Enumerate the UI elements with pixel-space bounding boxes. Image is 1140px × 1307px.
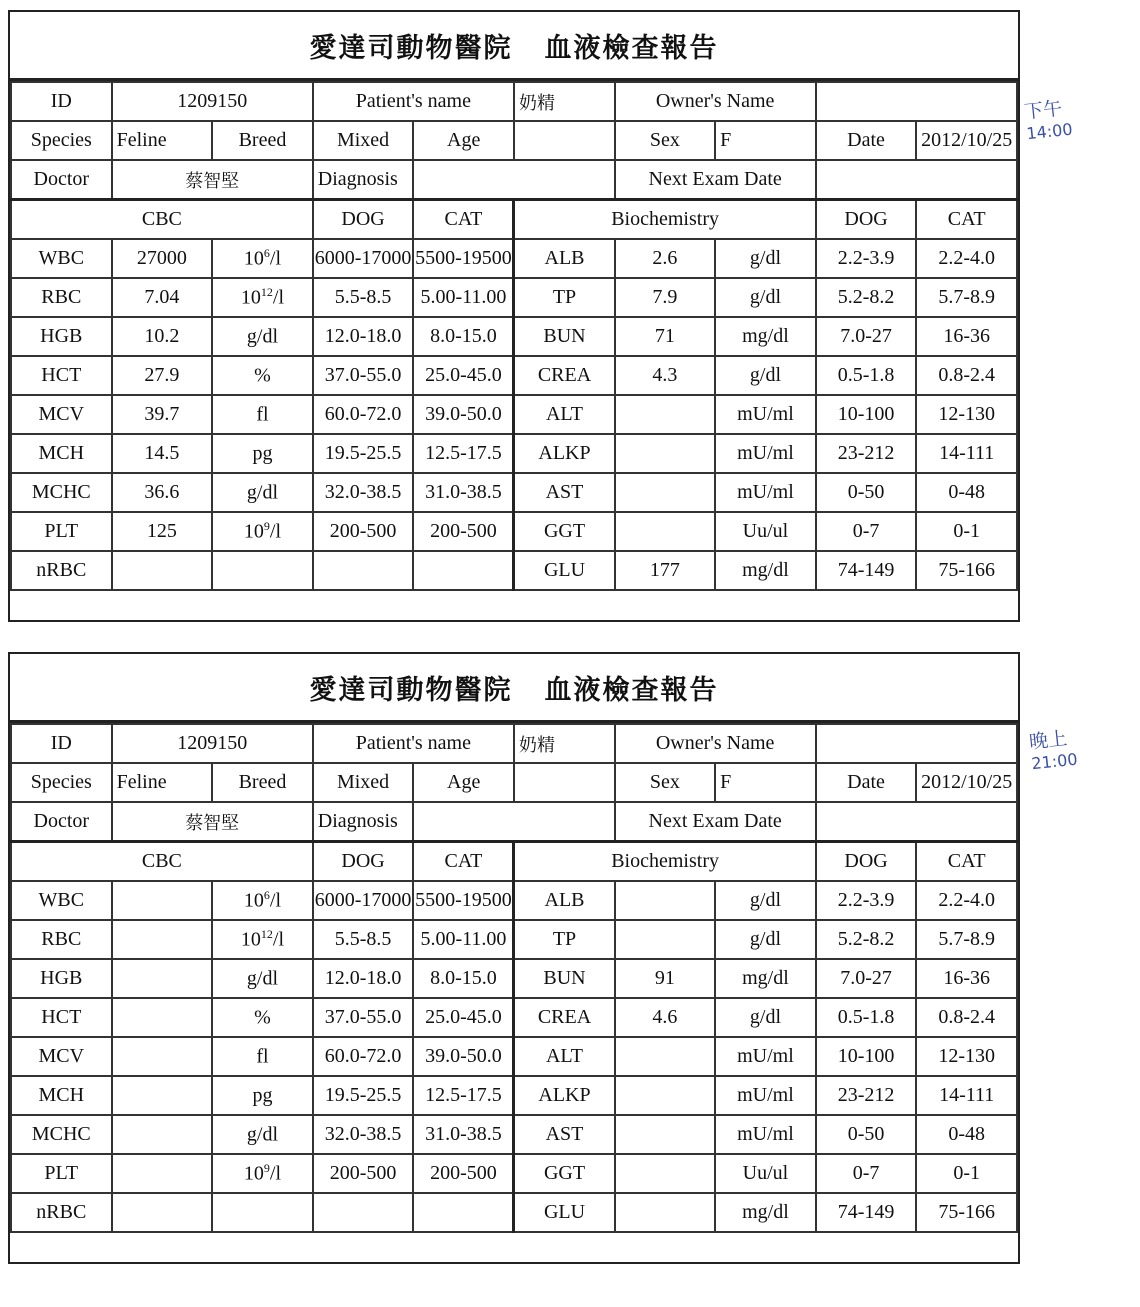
biochem-test-name: ALKP (514, 434, 615, 473)
cbc-result-value: 36.6 (112, 473, 213, 512)
date-value: 2012/10/25 (916, 121, 1017, 160)
biochem-dog-range: 23-212 (816, 1076, 917, 1115)
biochem-dog-range: 0-50 (816, 473, 917, 512)
cbc-cat-range: 39.0-50.0 (413, 395, 514, 434)
unit-base: 10 (243, 247, 264, 270)
cbc-result-value (112, 1154, 213, 1193)
biochem-unit: Uu/ul (715, 1154, 816, 1193)
blood-test-report-1 (8, 10, 1020, 622)
unit-base: fl (256, 403, 269, 426)
date-value: 2012/10/25 (916, 763, 1017, 802)
species-label: Species (11, 121, 112, 160)
result-row (11, 920, 1017, 959)
biochem-dog-range: 0-7 (816, 1154, 917, 1193)
biochem-test-name: ALT (514, 1037, 615, 1076)
cbc-result-value (112, 959, 213, 998)
biochem-dog-range: 10-100 (816, 395, 917, 434)
biochem-cat-range: 75-166 (916, 1193, 1017, 1232)
sex-value: F (715, 121, 816, 160)
biochem-test-name: ALKP (514, 1076, 615, 1115)
cbc-unit (212, 551, 313, 590)
biochem-unit: mg/dl (715, 959, 816, 998)
cbc-dog-range: 200-500 (313, 1154, 414, 1193)
cbc-unit (212, 1193, 313, 1232)
owner-name-label: Owner's Name (615, 82, 816, 121)
biochem-test-name: TP (514, 278, 615, 317)
biochem-test-name: ALB (514, 239, 615, 278)
biochem-unit: g/dl (715, 356, 816, 395)
sex-label: Sex (615, 763, 716, 802)
biochem-dog-range: 2.2-3.9 (816, 881, 917, 920)
breed-value: Mixed (313, 763, 414, 802)
dog-header: DOG (313, 200, 414, 240)
unit-suffix: /l (269, 889, 282, 912)
cbc-cat-range: 5500-19500 (413, 239, 514, 278)
result-row (11, 473, 1017, 512)
biochem-unit: mU/ml (715, 1037, 816, 1076)
biochem-cat-range: 12-130 (916, 395, 1017, 434)
cbc-cat-range (413, 1193, 514, 1232)
id-label: ID (11, 82, 112, 121)
biochem-cat-range: 16-36 (916, 959, 1017, 998)
biochem-result-value: 2.6 (615, 239, 716, 278)
biochem-test-name: AST (514, 1115, 615, 1154)
cbc-cat-range: 25.0-45.0 (413, 356, 514, 395)
patient-name-value: 奶精 (514, 82, 615, 121)
biochem-dog-range: 5.2-8.2 (816, 920, 917, 959)
biochem-unit: g/dl (715, 920, 816, 959)
cbc-cat-range: 200-500 (413, 1154, 514, 1193)
cbc-test-name: WBC (11, 239, 112, 278)
doctor-label: Doctor (11, 802, 112, 842)
biochem-result-value: 4.6 (615, 998, 716, 1037)
biochem-unit: mg/dl (715, 317, 816, 356)
unit-suffix: /l (272, 928, 285, 951)
unit-base: pg (252, 442, 273, 465)
report-name: 血液檢查報告 (544, 32, 719, 64)
biochem-result-value: 91 (615, 959, 716, 998)
biochem-unit: g/dl (715, 881, 816, 920)
biochem-dog-range: 0.5-1.8 (816, 356, 917, 395)
cbc-test-name: RBC (11, 920, 112, 959)
biochem-unit: g/dl (715, 278, 816, 317)
unit-exponent: 9 (263, 519, 270, 534)
species-label: Species (11, 763, 112, 802)
dog-header: DOG (816, 200, 917, 240)
biochem-dog-range: 74-149 (816, 1193, 917, 1232)
unit-base: % (254, 364, 271, 387)
next-exam-value (816, 802, 1017, 842)
doctor-label: Doctor (11, 160, 112, 200)
biochem-dog-range: 2.2-3.9 (816, 239, 917, 278)
patient-info-table (10, 81, 1018, 591)
handwritten-note-1 (1023, 93, 1074, 144)
biochem-unit: g/dl (715, 998, 816, 1037)
unit-suffix: /l (269, 247, 282, 270)
cbc-unit (212, 434, 313, 473)
cbc-result-value (112, 881, 213, 920)
biochem-unit: mU/ml (715, 1076, 816, 1115)
diagnosis-label: Diagnosis (313, 802, 414, 842)
cbc-unit (212, 1037, 313, 1076)
cbc-test-name: WBC (11, 881, 112, 920)
biochem-cat-range: 0-48 (916, 473, 1017, 512)
cbc-unit (212, 1076, 313, 1115)
cbc-result-value (112, 920, 213, 959)
cbc-dog-range: 6000-17000 (313, 881, 414, 920)
biochem-cat-range: 5.7-8.9 (916, 920, 1017, 959)
biochem-unit: mU/ml (715, 395, 816, 434)
dog-header: DOG (313, 842, 414, 882)
cbc-unit (212, 959, 313, 998)
cbc-test-name: HCT (11, 356, 112, 395)
species-value: Feline (112, 121, 213, 160)
unit-base: % (254, 1006, 271, 1029)
cbc-dog-range (313, 551, 414, 590)
id-value: 1209150 (112, 82, 313, 121)
cbc-unit (212, 920, 313, 959)
biochem-test-name: GLU (514, 551, 615, 590)
result-row (11, 551, 1017, 590)
id-label: ID (11, 724, 112, 763)
cbc-result-value (112, 1115, 213, 1154)
owner-name-value (816, 82, 1017, 121)
biochem-cat-range: 14-111 (916, 1076, 1017, 1115)
cbc-dog-range: 19.5-25.5 (313, 434, 414, 473)
cbc-cat-range: 31.0-38.5 (413, 1115, 514, 1154)
biochem-result-value: 71 (615, 317, 716, 356)
cbc-dog-range: 32.0-38.5 (313, 473, 414, 512)
cbc-test-name: HGB (11, 959, 112, 998)
cbc-result-value: 39.7 (112, 395, 213, 434)
next-exam-value (816, 160, 1017, 200)
result-row (11, 1115, 1017, 1154)
unit-base: g/dl (246, 967, 279, 990)
cbc-test-name: MCH (11, 434, 112, 473)
biochem-cat-range: 0.8-2.4 (916, 998, 1017, 1037)
biochem-test-name: BUN (514, 959, 615, 998)
result-row (11, 1037, 1017, 1076)
cbc-unit (212, 1115, 313, 1154)
cbc-result-value (112, 1037, 213, 1076)
biochem-cat-range: 0.8-2.4 (916, 356, 1017, 395)
cbc-dog-range: 5.5-8.5 (313, 920, 414, 959)
cbc-test-name: MCH (11, 1076, 112, 1115)
biochem-result-value (615, 1037, 716, 1076)
note-time-of-day: 下午 (1023, 97, 1064, 124)
biochem-test-name: GGT (514, 512, 615, 551)
cbc-test-name: MCV (11, 1037, 112, 1076)
cbc-cat-range: 5.00-11.00 (413, 278, 514, 317)
cbc-dog-range: 6000-17000 (313, 239, 414, 278)
cbc-result-value (112, 1193, 213, 1232)
biochem-dog-range: 23-212 (816, 434, 917, 473)
cbc-dog-range: 60.0-72.0 (313, 395, 414, 434)
biochem-test-name: AST (514, 473, 615, 512)
unit-suffix: /l (269, 1162, 282, 1185)
cbc-unit (212, 881, 313, 920)
date-label: Date (816, 121, 917, 160)
biochem-unit: Uu/ul (715, 512, 816, 551)
cbc-test-name: nRBC (11, 551, 112, 590)
cbc-dog-range: 37.0-55.0 (313, 998, 414, 1037)
result-row (11, 998, 1017, 1037)
biochem-result-value: 4.3 (615, 356, 716, 395)
report-title (10, 12, 1018, 81)
result-row (11, 317, 1017, 356)
cbc-test-name: HGB (11, 317, 112, 356)
biochem-dog-range: 74-149 (816, 551, 917, 590)
biochem-result-value (615, 1115, 716, 1154)
cbc-result-value: 27.9 (112, 356, 213, 395)
patient-name-value: 奶精 (514, 724, 615, 763)
result-row (11, 1154, 1017, 1193)
cbc-test-name: MCHC (11, 1115, 112, 1154)
result-row (11, 356, 1017, 395)
patient-name-label: Patient's name (313, 724, 514, 763)
cbc-result-value (112, 551, 213, 590)
biochem-unit: mU/ml (715, 1115, 816, 1154)
cbc-cat-range (413, 551, 514, 590)
biochemistry-header: Biochemistry (514, 842, 816, 882)
cbc-test-name: MCV (11, 395, 112, 434)
note-time: 14:00 (1025, 119, 1074, 144)
report-name: 血液檢查報告 (544, 674, 719, 706)
cbc-unit (212, 278, 313, 317)
note-time-of-day: 晚上 (1028, 727, 1069, 754)
unit-base: 10 (243, 1162, 264, 1185)
note-time: 21:00 (1030, 749, 1079, 774)
diagnosis-value (413, 802, 614, 842)
patient-info-table (10, 723, 1018, 1233)
hospital-name: 愛達司動物醫院 (309, 32, 513, 64)
handwritten-note-2 (1028, 723, 1079, 774)
result-row (11, 395, 1017, 434)
biochem-dog-range: 0-50 (816, 1115, 917, 1154)
unit-exponent: 6 (263, 888, 270, 903)
biochem-result-value (615, 881, 716, 920)
unit-base: g/dl (246, 481, 279, 504)
cbc-unit (212, 998, 313, 1037)
biochem-test-name: BUN (514, 317, 615, 356)
biochem-dog-range: 7.0-27 (816, 317, 917, 356)
breed-label: Breed (212, 763, 313, 802)
cbc-cat-range: 200-500 (413, 512, 514, 551)
biochem-cat-range: 12-130 (916, 1037, 1017, 1076)
unit-base: 10 (240, 286, 261, 309)
unit-exponent: 12 (260, 285, 273, 300)
biochemistry-header: Biochemistry (514, 200, 816, 240)
cbc-dog-range: 19.5-25.5 (313, 1076, 414, 1115)
biochem-result-value: 7.9 (615, 278, 716, 317)
biochem-test-name: CREA (514, 998, 615, 1037)
biochem-dog-range: 7.0-27 (816, 959, 917, 998)
date-label: Date (816, 763, 917, 802)
unit-exponent: 6 (263, 246, 270, 261)
cbc-result-value: 14.5 (112, 434, 213, 473)
biochem-cat-range: 2.2-4.0 (916, 881, 1017, 920)
biochem-dog-range: 5.2-8.2 (816, 278, 917, 317)
id-value: 1209150 (112, 724, 313, 763)
biochem-cat-range: 5.7-8.9 (916, 278, 1017, 317)
cbc-dog-range: 200-500 (313, 512, 414, 551)
biochem-result-value (615, 1154, 716, 1193)
result-row (11, 239, 1017, 278)
cbc-dog-range: 32.0-38.5 (313, 1115, 414, 1154)
cbc-unit (212, 239, 313, 278)
biochem-unit: mg/dl (715, 551, 816, 590)
cbc-cat-range: 5500-19500 (413, 881, 514, 920)
age-label: Age (413, 763, 514, 802)
cbc-result-value (112, 1076, 213, 1115)
cat-header: CAT (916, 842, 1017, 882)
result-row (11, 278, 1017, 317)
next-exam-label: Next Exam Date (615, 802, 816, 842)
cbc-result-value: 7.04 (112, 278, 213, 317)
report-title (10, 654, 1018, 723)
cbc-test-name: PLT (11, 512, 112, 551)
result-row (11, 512, 1017, 551)
cbc-cat-range: 31.0-38.5 (413, 473, 514, 512)
cbc-result-value: 125 (112, 512, 213, 551)
biochem-result-value (615, 1076, 716, 1115)
result-row (11, 881, 1017, 920)
cbc-unit (212, 395, 313, 434)
cbc-unit (212, 317, 313, 356)
unit-base: g/dl (246, 1123, 279, 1146)
biochem-cat-range: 14-111 (916, 434, 1017, 473)
cbc-test-name: PLT (11, 1154, 112, 1193)
cbc-cat-range: 25.0-45.0 (413, 998, 514, 1037)
biochem-unit: mg/dl (715, 1193, 816, 1232)
cbc-cat-range: 5.00-11.00 (413, 920, 514, 959)
owner-name-label: Owner's Name (615, 724, 816, 763)
hospital-name: 愛達司動物醫院 (309, 674, 513, 706)
biochem-test-name: ALT (514, 395, 615, 434)
breed-label: Breed (212, 121, 313, 160)
unit-base: g/dl (246, 325, 279, 348)
cat-header: CAT (413, 200, 514, 240)
cbc-dog-range: 37.0-55.0 (313, 356, 414, 395)
cbc-dog-range: 60.0-72.0 (313, 1037, 414, 1076)
biochem-result-value (615, 473, 716, 512)
biochem-dog-range: 10-100 (816, 1037, 917, 1076)
unit-base: 10 (240, 928, 261, 951)
age-value (514, 121, 615, 160)
unit-base: 10 (243, 889, 264, 912)
cbc-cat-range: 12.5-17.5 (413, 1076, 514, 1115)
biochem-dog-range: 0.5-1.8 (816, 998, 917, 1037)
result-row (11, 434, 1017, 473)
cbc-test-name: MCHC (11, 473, 112, 512)
unit-exponent: 9 (263, 1161, 270, 1176)
biochem-test-name: ALB (514, 881, 615, 920)
biochem-result-value (615, 395, 716, 434)
age-value (514, 763, 615, 802)
cbc-unit (212, 1154, 313, 1193)
result-row (11, 959, 1017, 998)
biochem-cat-range: 2.2-4.0 (916, 239, 1017, 278)
breed-value: Mixed (313, 121, 414, 160)
biochem-test-name: CREA (514, 356, 615, 395)
sex-label: Sex (615, 121, 716, 160)
dog-header: DOG (816, 842, 917, 882)
cbc-test-name: HCT (11, 998, 112, 1037)
cbc-cat-range: 39.0-50.0 (413, 1037, 514, 1076)
age-label: Age (413, 121, 514, 160)
cbc-header: CBC (11, 200, 313, 240)
cbc-test-name: nRBC (11, 1193, 112, 1232)
result-row (11, 1076, 1017, 1115)
biochem-cat-range: 16-36 (916, 317, 1017, 356)
cbc-dog-range (313, 1193, 414, 1232)
cbc-result-value: 10.2 (112, 317, 213, 356)
cbc-unit (212, 356, 313, 395)
diagnosis-value (413, 160, 614, 200)
biochem-result-value (615, 512, 716, 551)
doctor-value: 蔡智堅 (112, 160, 313, 200)
biochem-result-value (615, 434, 716, 473)
unit-base: fl (256, 1045, 269, 1068)
unit-exponent: 12 (260, 927, 273, 942)
biochem-cat-range: 75-166 (916, 551, 1017, 590)
biochem-result-value (615, 920, 716, 959)
biochem-unit: g/dl (715, 239, 816, 278)
doctor-value: 蔡智堅 (112, 802, 313, 842)
biochem-cat-range: 0-48 (916, 1115, 1017, 1154)
next-exam-label: Next Exam Date (615, 160, 816, 200)
unit-base: pg (252, 1084, 273, 1107)
unit-suffix: /l (272, 286, 285, 309)
biochem-test-name: GLU (514, 1193, 615, 1232)
biochem-test-name: GGT (514, 1154, 615, 1193)
biochem-dog-range: 0-7 (816, 512, 917, 551)
cbc-dog-range: 12.0-18.0 (313, 317, 414, 356)
sex-value: F (715, 763, 816, 802)
cat-header: CAT (916, 200, 1017, 240)
cbc-cat-range: 8.0-15.0 (413, 317, 514, 356)
biochem-cat-range: 0-1 (916, 512, 1017, 551)
biochem-cat-range: 0-1 (916, 1154, 1017, 1193)
cbc-result-value (112, 998, 213, 1037)
biochem-result-value: 177 (615, 551, 716, 590)
cbc-test-name: RBC (11, 278, 112, 317)
biochem-unit: mU/ml (715, 434, 816, 473)
species-value: Feline (112, 763, 213, 802)
cbc-cat-range: 8.0-15.0 (413, 959, 514, 998)
diagnosis-label: Diagnosis (313, 160, 414, 200)
biochem-unit: mU/ml (715, 473, 816, 512)
blood-test-report-2 (8, 652, 1020, 1264)
owner-name-value (816, 724, 1017, 763)
biochem-result-value (615, 1193, 716, 1232)
biochem-test-name: TP (514, 920, 615, 959)
cbc-dog-range: 12.0-18.0 (313, 959, 414, 998)
unit-base: 10 (243, 520, 264, 543)
result-row (11, 1193, 1017, 1232)
cbc-result-value: 27000 (112, 239, 213, 278)
cbc-dog-range: 5.5-8.5 (313, 278, 414, 317)
unit-suffix: /l (269, 520, 282, 543)
cbc-header: CBC (11, 842, 313, 882)
cbc-unit (212, 512, 313, 551)
cat-header: CAT (413, 842, 514, 882)
cbc-unit (212, 473, 313, 512)
cbc-cat-range: 12.5-17.5 (413, 434, 514, 473)
patient-name-label: Patient's name (313, 82, 514, 121)
